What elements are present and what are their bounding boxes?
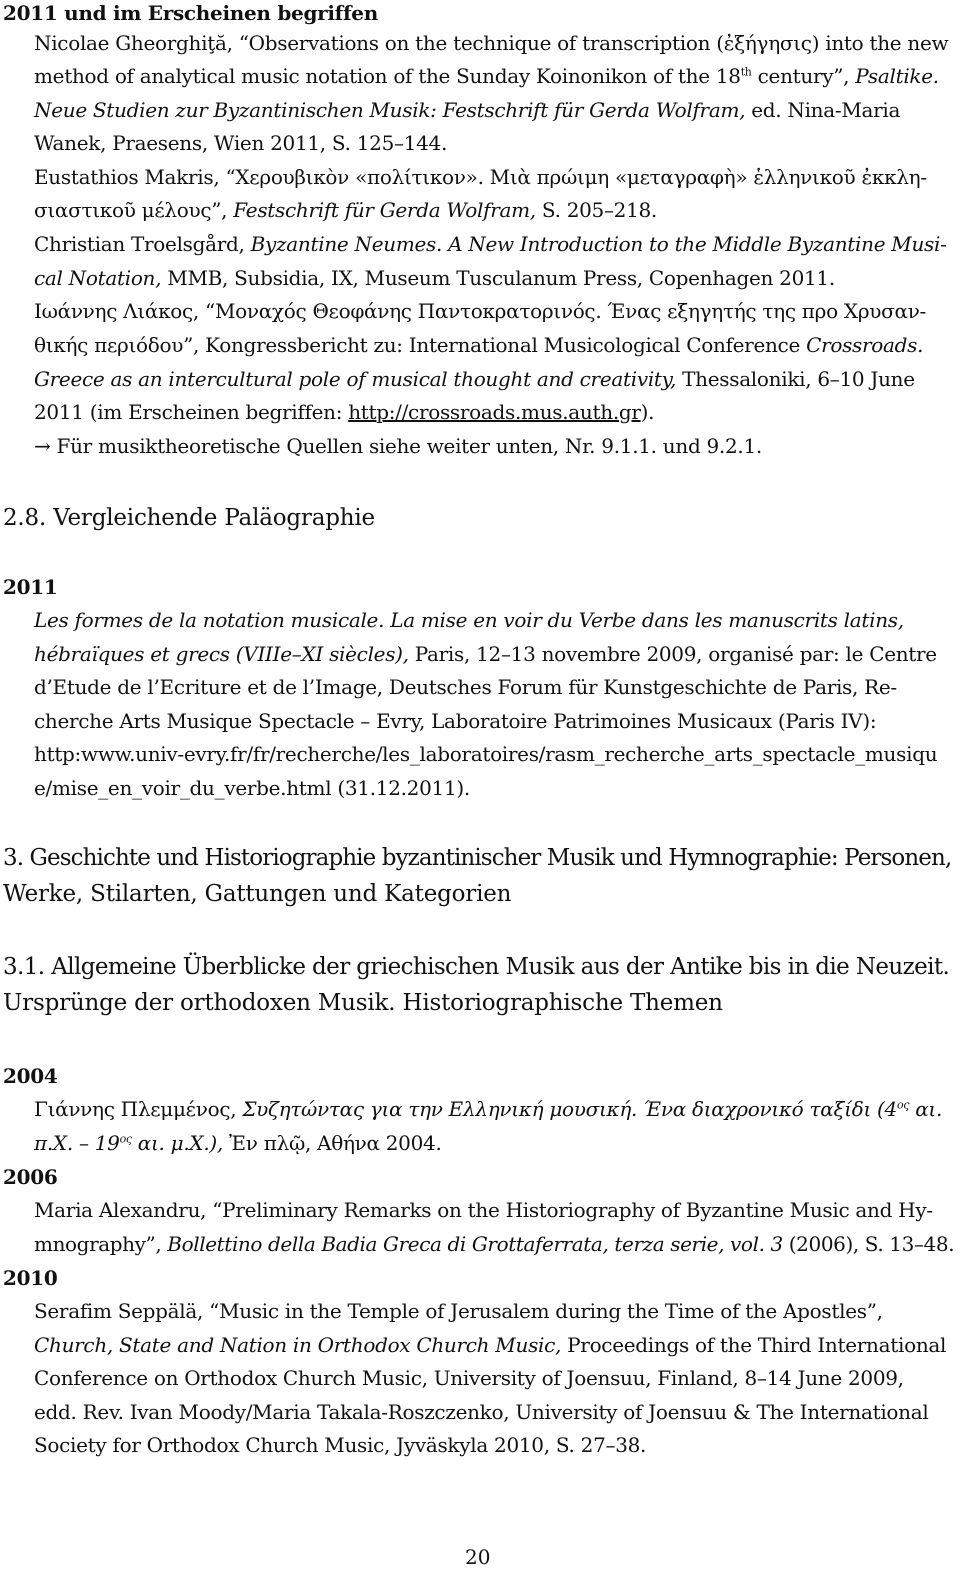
entry-line <box>34 1365 904 1391</box>
entry-line <box>34 30 948 56</box>
entry-text: century”, <box>751 64 856 88</box>
year-heading-2011-forthcoming: 2011 und im Erscheinen begriffen <box>3 1 378 25</box>
entry-text: Nicolae Gheorghiţă, “Observations on the technique of transcription (ἐξήγησις) into the new <box>34 31 949 55</box>
section-heading-3-line2: Werke, Stilarten, Gattungen und Kategorien <box>3 881 512 907</box>
section-heading-3-1-line2: Ursprünge der orthodoxen Musik. Historiographische Themen <box>3 990 723 1016</box>
entry-line <box>34 1231 954 1257</box>
conference-title: Greece as an intercultural pole of musical thought and creativity, <box>34 367 677 391</box>
entry-line <box>34 775 470 801</box>
entry-text: Wanek, Praesens, Wien 2011, S. 125–144. <box>34 131 448 155</box>
entry-line <box>34 1298 883 1324</box>
entry-line <box>34 399 654 425</box>
entry-text: Conference on Orthodox Church Music, University of Joensuu, Finland, 8–14 June 2009, <box>34 1366 904 1390</box>
book-title: π.Χ. – 19 <box>34 1131 120 1155</box>
entry-line <box>34 130 447 156</box>
entry-line <box>34 1197 933 1223</box>
entry-text: mnography”, <box>34 1232 168 1256</box>
entry-text: ed. Nina-Maria <box>745 98 901 122</box>
entry-line <box>34 1130 442 1156</box>
entry-line <box>34 741 937 767</box>
year-heading-2006: 2006 <box>3 1165 58 1189</box>
entry-text: Christian Troelsgård, <box>34 232 251 256</box>
entry-line <box>34 63 939 89</box>
book-title: αι. μ.Χ.), <box>131 1131 223 1155</box>
entry-text: MMB, Subsidia, IX, Museum Tusculanum Press, Copenhagen 2011. <box>161 266 835 290</box>
entry-line <box>34 197 657 223</box>
book-title: Byzantine Neumes. A New Introduction to the Middle Byzantine Musi- <box>250 232 947 256</box>
ordinal-suffix: th <box>740 65 752 79</box>
entry-line <box>34 1096 942 1122</box>
event-title: Les formes de la notation musicale. La mise en voir du Verbe dans les manuscrits latins, <box>34 608 904 632</box>
entry-line <box>34 265 835 291</box>
ordinal-suffix: ος <box>119 1132 132 1146</box>
entry-line <box>34 1399 928 1425</box>
url-text: e/mise_en_voir_du_verbe.html (31.12.2011). <box>34 776 470 800</box>
entry-line <box>34 708 876 734</box>
entry-line <box>34 1332 946 1358</box>
entry-line <box>34 97 900 123</box>
section-heading-2-8: 2.8. Vergleichende Paläographie <box>3 505 375 531</box>
entry-line <box>34 366 915 392</box>
conference-title: Crossroads. <box>806 333 924 357</box>
entry-text: Society for Orthodox Church Music, Jyväskyla 2010, S. 27–38. <box>34 1433 647 1457</box>
entry-text: Eustathios Makris, “Χερουβικὸν «πολίτικον». Μιὰ πρώιμη «μεταγραφὴ» ἑλληνικοῦ ἐκκλη- <box>34 165 927 189</box>
ordinal-suffix: ος <box>896 1098 910 1112</box>
entry-text: Ιωάννης Λιάκος, “Μοναχός Θεοφάνης Παντοκρατορινός. Ένας εξηγητής της προ Χρυσαν- <box>34 299 927 323</box>
entry-text: d’Etude de l’Ecriture et de l’Image, Deutsches Forum für Kunstgeschichte de Paris, Re- <box>34 675 897 699</box>
entry-text: Ἐν πλῷ, Αθήνα 2004. <box>222 1131 442 1155</box>
entry-line <box>34 641 937 667</box>
entry-line <box>34 298 926 324</box>
entry-line <box>34 1432 646 1458</box>
page-number: 20 <box>465 1545 491 1569</box>
book-title: cal Notation, <box>34 266 162 290</box>
year-heading-2010: 2010 <box>3 1266 58 1290</box>
journal-title: Bollettino della Badia Greca di Grottaferrata, terza serie, vol. 3 <box>167 1232 783 1256</box>
book-title: Church, State and Nation in Orthodox Church Music, <box>34 1333 562 1357</box>
entry-text: θικής περιόδου”, Kongressbericht zu: International Musicological Conference <box>34 333 807 357</box>
entry-text: Proceedings of the Third International <box>561 1333 947 1357</box>
entry-text: cherche Arts Musique Spectacle – Evry, Laboratoire Patrimoines Musicaux (Paris IV): <box>34 709 877 733</box>
entry-line <box>34 231 947 257</box>
entry-line <box>34 607 904 633</box>
crossroads-link[interactable]: http://crossroads.mus.auth.gr <box>348 400 641 424</box>
book-title: Συζητώντας για την Ελληνική μουσική. Ένα διαχρονικό ταξίδι (4 <box>242 1097 897 1121</box>
section-heading-3-line1: 3. Geschichte und Historiographie byzantinischer Musik und Hymnographie: Personen, <box>3 845 952 871</box>
entry-text: edd. Rev. Ivan Moody/Maria Takala-Roszczenko, University of Joensuu & The International <box>34 1400 929 1424</box>
entry-text: Γιάννης Πλεμμένος, <box>34 1097 243 1121</box>
entry-text: Thessaloniki, 6–10 June <box>676 367 915 391</box>
year-heading-2011: 2011 <box>3 575 58 599</box>
event-title: hébraïques et grecs (VIIIe–XI siècles), <box>34 642 409 666</box>
entry-text: Paris, 12–13 novembre 2009, organisé par: le Centre <box>408 642 937 666</box>
entry-text: ). <box>640 400 655 424</box>
entry-text: Serafim Seppälä, “Music in the Temple of Jerusalem during the Time of the Apostles”, <box>34 1299 883 1323</box>
entry-text: (2006), S. 13–48. <box>782 1232 955 1256</box>
book-title: Festschrift für Gerda Wolfram, <box>233 198 536 222</box>
entry-line <box>34 332 923 358</box>
section-heading-3-1-line1: 3.1. Allgemeine Überblicke der griechischen Musik aus der Antike bis in die Neuzeit. <box>3 954 950 980</box>
url-text: http:www.univ-evry.fr/fr/recherche/les_laboratoires/rasm_recherche_arts_spectacle_musiqu <box>34 742 938 766</box>
book-title: αι. <box>909 1097 943 1121</box>
entry-text: S. 205–218. <box>535 198 657 222</box>
year-heading-2004: 2004 <box>3 1064 58 1088</box>
entry-text: Maria Alexandru, “Preliminary Remarks on the Historiography of Byzantine Music and Hy- <box>34 1198 933 1222</box>
entry-text: 2011 (im Erscheinen begriffen: <box>34 400 349 424</box>
entry-text: σιαστικοῦ μέλους”, <box>34 198 234 222</box>
cross-reference: → Für musiktheoretische Quellen siehe weiter unten, Nr. 9.1.1. und 9.2.1. <box>34 434 762 458</box>
book-title: Neue Studien zur Byzantinischen Musik: Festschrift für Gerda Wolfram, <box>34 98 746 122</box>
entry-line <box>34 164 927 190</box>
journal-title: Psaltike. <box>855 64 939 88</box>
entry-line <box>34 674 897 700</box>
entry-text: method of analytical music notation of the Sunday Koinonikon of the 18 <box>34 64 741 88</box>
